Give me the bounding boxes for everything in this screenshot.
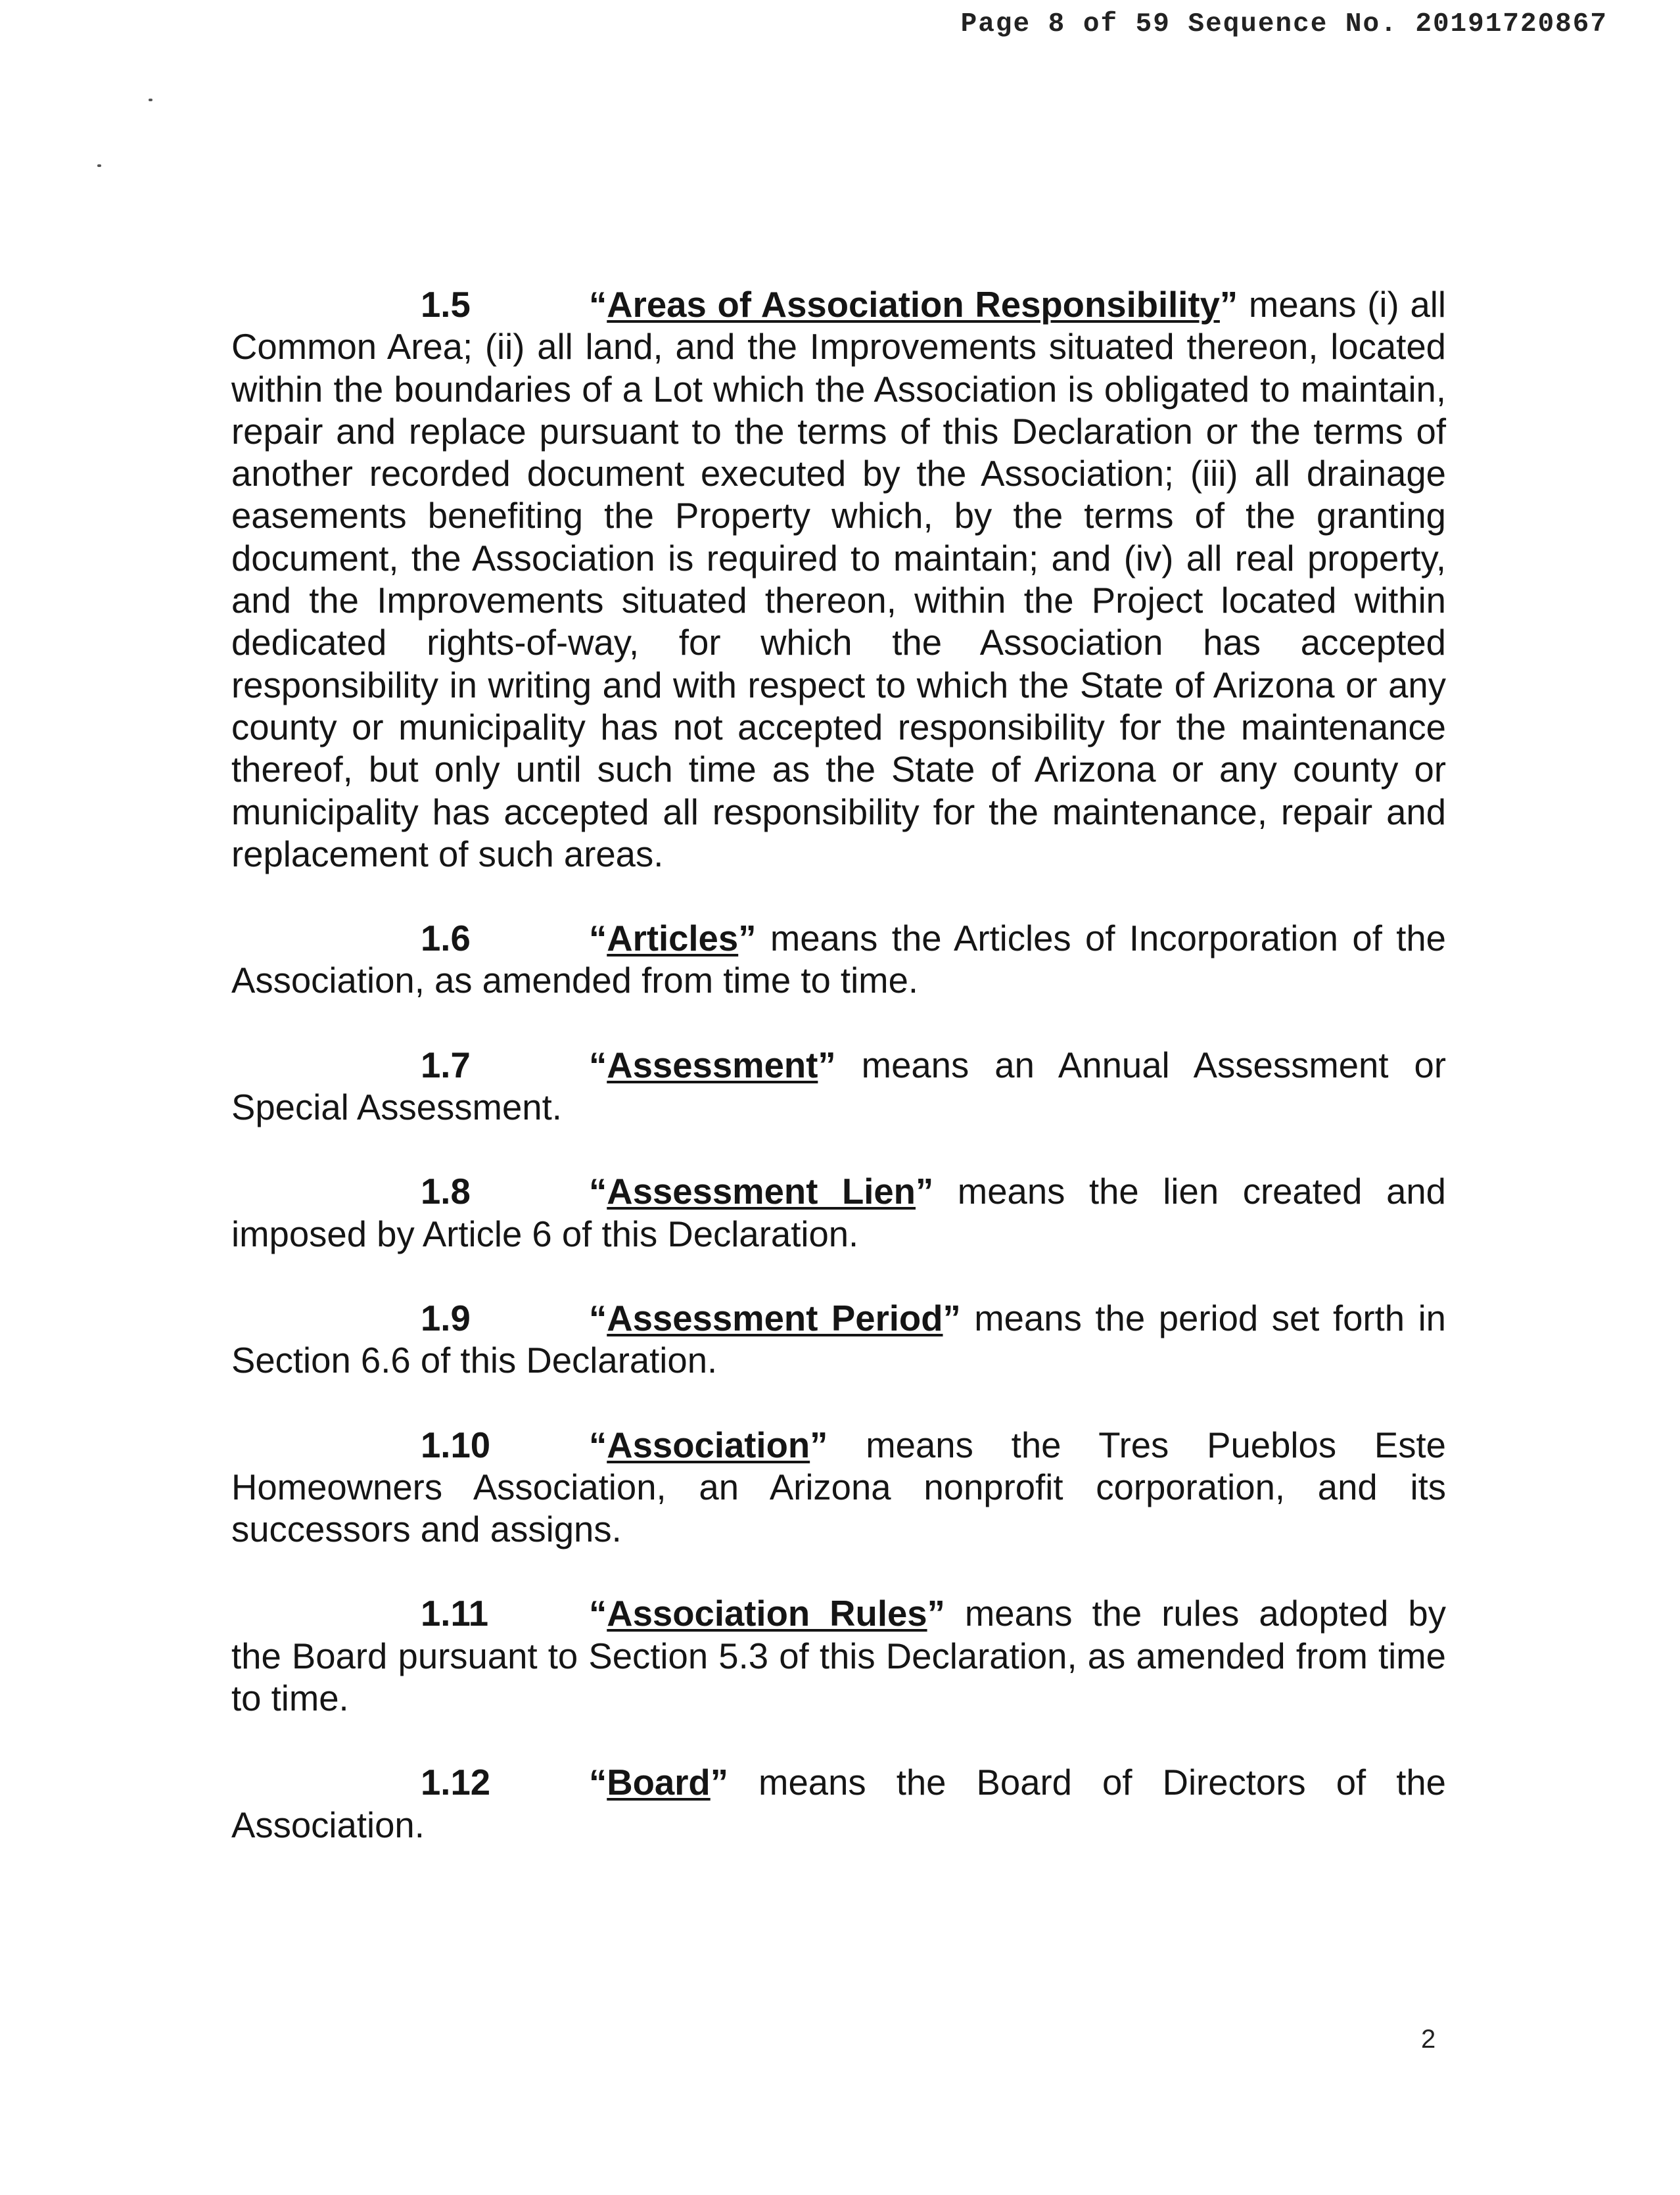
definition-1-10 (231, 1425, 1446, 1551)
defined-term: “Areas of Association Responsibility” (589, 285, 1238, 325)
defined-term: “Board” (589, 1762, 728, 1803)
defined-term: “Assessment Period” (589, 1298, 961, 1338)
definition-1-8 (231, 1171, 1446, 1256)
section-number: 1.8 (421, 1171, 471, 1212)
definition-text: means (i) all Common Area; (ii) all land, and the Improvements situated thereon, located within the boundaries of a Lot which the Association is obligated to maintain, repair and replace pursuant to the terms of this Declaration or the terms of another recorded document executed by the Association; (iii) all drainage easements benefiting the Property which, by the terms of the granting document, the Association is required to maintain; and (iv) all real property, and the Improvements situated thereon, within the Project located within dedicated rights-of-way, for which the Association has accepted responsibility in writing and with respect to which the State of Arizona or any county or municipality has not accepted responsibility for the maintenance thereof, but only until such time as the State of Arizona or any county or municipality has accepted all responsibility for the maintenance, repair and replacement of such areas. (231, 285, 1446, 874)
defined-term: “Assessment Lien” (589, 1171, 934, 1212)
section-number: 1.9 (421, 1298, 471, 1338)
section-number: 1.7 (421, 1045, 471, 1085)
defined-term-label: Association Rules (607, 1593, 927, 1634)
defined-term-label: Assessment Period (607, 1298, 943, 1338)
section-number: 1.12 (421, 1762, 491, 1803)
definition-text: means the lien created and imposed by Article 6 of this Declaration. (231, 1171, 1446, 1254)
defined-term-label: Articles (607, 918, 739, 959)
defined-term: “Assessment” (589, 1045, 836, 1085)
definition-text: means the Articles of Incorporation of the Association, as amended from time to time. (231, 918, 1446, 1001)
defined-term: “Articles” (589, 918, 757, 959)
definition-1-7 (231, 1045, 1446, 1129)
definition-text: means the Board of Directors of the Association. (231, 1762, 1446, 1845)
defined-term: “Association” (589, 1425, 828, 1465)
definition-1-9 (231, 1298, 1446, 1382)
definition-text: means an Annual Assessment or Special Assessment. (231, 1045, 1446, 1128)
definition-text: means the period set forth in Section 6.6 of this Declaration. (231, 1298, 1446, 1381)
definition-1-12 (231, 1762, 1446, 1847)
definition-text: means the rules adopted by the Board pursuant to Section 5.3 of this Declaration, as amended from time to time. (231, 1593, 1446, 1719)
definition-text: means the Tres Pueblos Este Homeowners Association, an Arizona nonprofit corporation, and its successors and assigns. (231, 1425, 1446, 1550)
page-number: 2 (1421, 2025, 1436, 2054)
scan-speck (97, 164, 101, 167)
defined-term: “Association Rules” (589, 1593, 945, 1634)
section-number: 1.11 (421, 1593, 489, 1634)
defined-term-label: Association (607, 1425, 810, 1465)
scan-speck (149, 99, 152, 101)
definition-1-11 (231, 1593, 1446, 1720)
document-body (231, 284, 1446, 1889)
definition-1-5 (231, 284, 1446, 876)
section-number: 1.6 (421, 918, 471, 959)
definition-1-6 (231, 918, 1446, 1003)
defined-term-label: Assessment (607, 1045, 818, 1085)
section-number: 1.10 (421, 1425, 491, 1465)
defined-term-label: Areas of Association Responsibility (607, 285, 1220, 325)
section-number: 1.5 (421, 285, 471, 325)
defined-term-label: Assessment Lien (607, 1171, 916, 1212)
defined-term-label: Board (607, 1762, 711, 1803)
page-sequence-header: Page 8 of 59 Sequence No. 20191720867 (960, 9, 1608, 39)
